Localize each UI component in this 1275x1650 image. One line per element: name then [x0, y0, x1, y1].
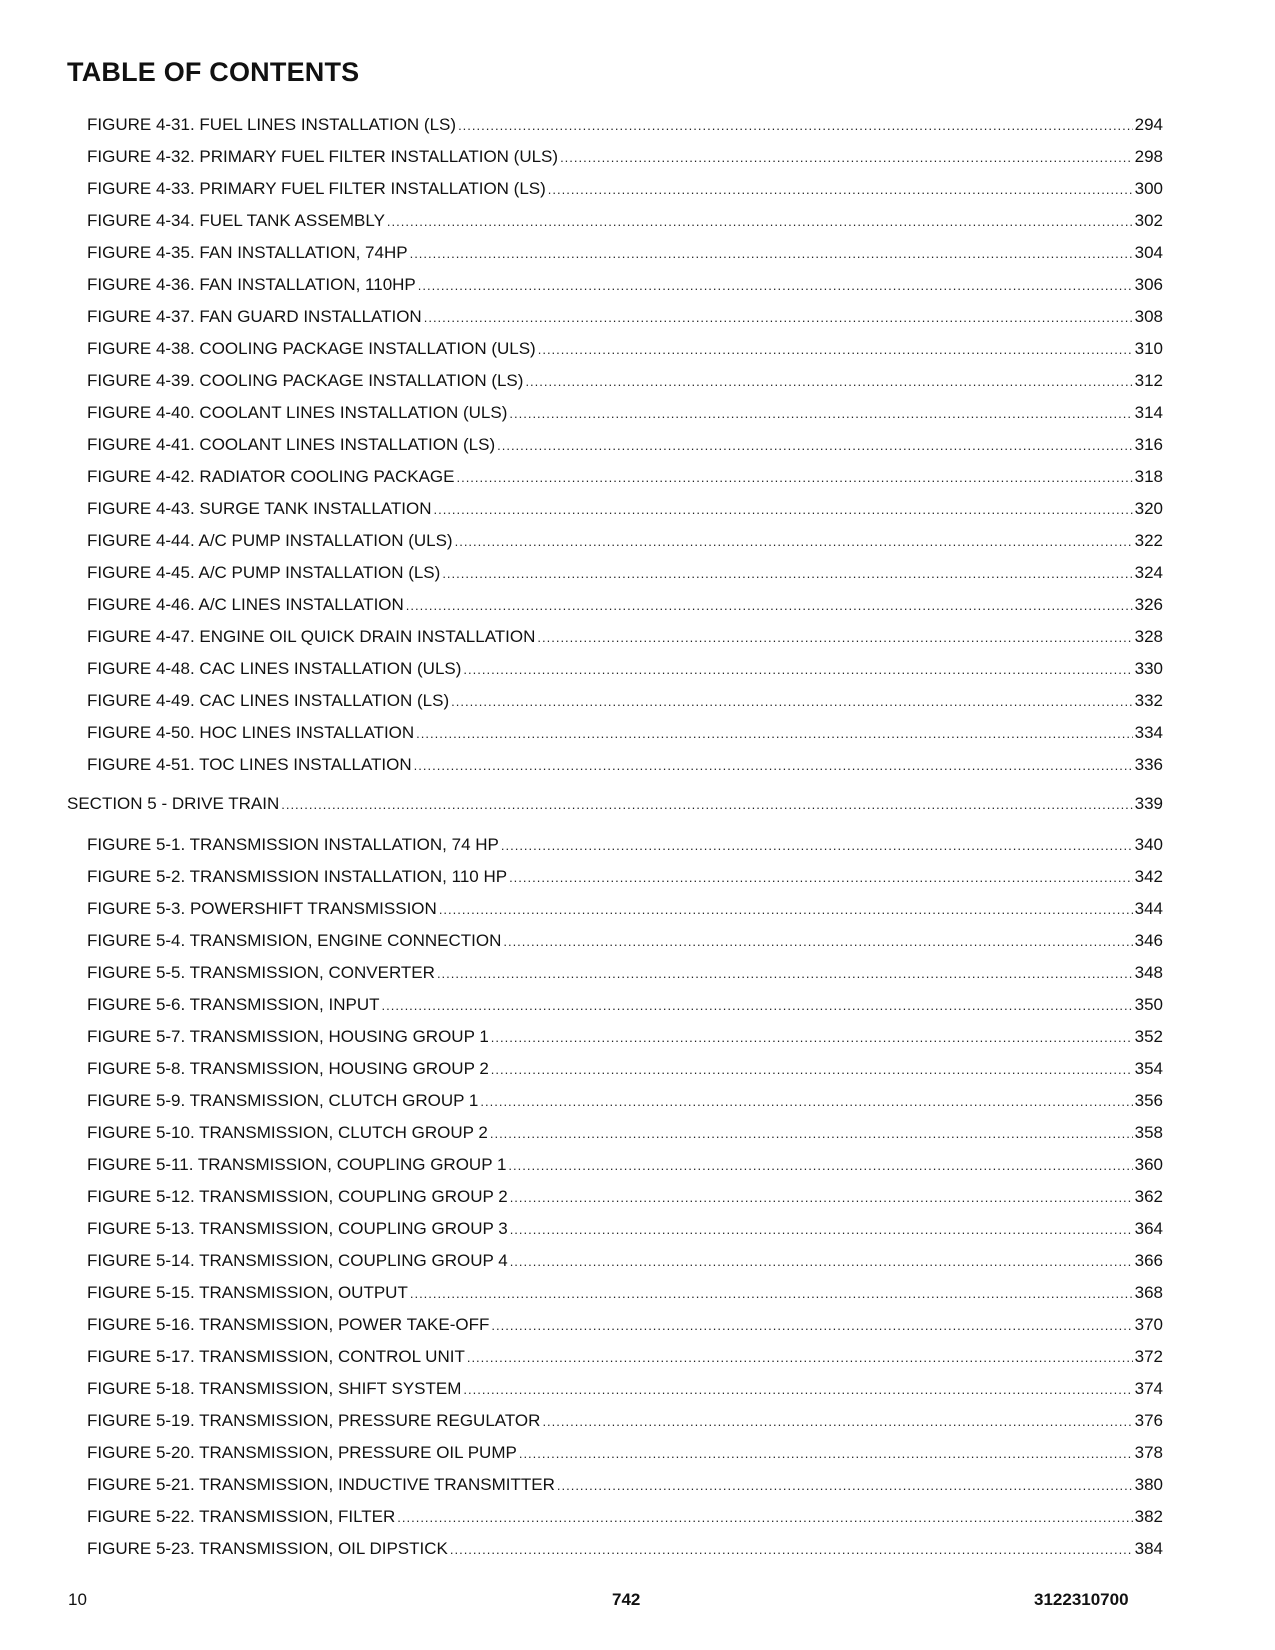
toc-entry-label: FIGURE 4-46. A/C LINES INSTALLATION	[87, 595, 404, 614]
toc-entry-page: 368	[1134, 1283, 1163, 1302]
dot-leader	[538, 334, 1133, 366]
toc-entry-page: 304	[1134, 243, 1163, 262]
toc-figure-entry[interactable]	[0, 653, 1275, 685]
toc-figure-entry[interactable]	[0, 685, 1275, 717]
toc-entry-label: FIGURE 5-12. TRANSMISSION, COUPLING GROUP 2	[87, 1187, 508, 1206]
toc-figure-entry[interactable]	[0, 493, 1275, 525]
dot-leader	[418, 270, 1133, 302]
toc-entry-page: 316	[1134, 435, 1163, 454]
toc-figure-entry[interactable]	[0, 365, 1275, 397]
toc-entry-label: FIGURE 4-45. A/C PUMP INSTALLATION (LS)	[87, 563, 441, 582]
dot-leader	[442, 558, 1132, 590]
toc-entry-page: 308	[1134, 307, 1163, 326]
toc-entry-label: FIGURE 5-9. TRANSMISSION, CLUTCH GROUP 1	[87, 1091, 479, 1110]
dot-leader	[410, 238, 1133, 270]
toc-figure-entry[interactable]	[0, 1085, 1275, 1117]
toc-entry-label: FIGURE 4-37. FAN GUARD INSTALLATION	[87, 307, 422, 326]
footer-document-number: 3122310700	[1034, 1590, 1129, 1609]
toc-entry-page: 339	[1134, 794, 1163, 813]
toc-entry-page: 312	[1134, 371, 1163, 390]
toc-figure-entry[interactable]	[0, 1245, 1275, 1277]
toc-entry-label: FIGURE 4-49. CAC LINES INSTALLATION (LS)	[87, 691, 450, 710]
dot-leader	[387, 206, 1133, 238]
toc-entry-label: FIGURE 5-8. TRANSMISSION, HOUSING GROUP 2	[87, 1059, 489, 1078]
dot-leader	[491, 1054, 1133, 1086]
toc-figure-entry[interactable]	[0, 237, 1275, 269]
toc-entry-label: FIGURE 4-43. SURGE TANK INSTALLATION	[87, 499, 432, 518]
toc-entry-page: 336	[1134, 755, 1163, 774]
toc-entry-page: 310	[1134, 339, 1163, 358]
toc-entry-page: 320	[1134, 499, 1163, 518]
toc-figure-entry[interactable]	[0, 749, 1275, 781]
toc-entry-page: 356	[1134, 1091, 1163, 1110]
toc-figure-entry[interactable]	[0, 1405, 1275, 1437]
toc-entry-label: FIGURE 4-42. RADIATOR COOLING PACKAGE	[87, 467, 455, 486]
dot-leader	[490, 1118, 1133, 1150]
toc-entry-label: FIGURE 4-40. COOLANT LINES INSTALLATION (ULS)	[87, 403, 508, 422]
dot-leader	[510, 1182, 1133, 1214]
toc-entry-page: 326	[1134, 595, 1163, 614]
toc-entry-page: 340	[1134, 835, 1163, 854]
toc-entry-page: 350	[1134, 995, 1163, 1014]
toc-entry-label: FIGURE 4-35. FAN INSTALLATION, 74HP	[87, 243, 408, 262]
dot-leader	[424, 302, 1133, 334]
toc-entry-page: 372	[1134, 1347, 1163, 1366]
toc-entry-page: 302	[1134, 211, 1163, 230]
toc-entry-label: FIGURE 4-34. FUEL TANK ASSEMBLY	[87, 211, 385, 230]
dot-leader	[456, 462, 1132, 494]
toc-entry-page: 334	[1134, 723, 1163, 742]
toc-entry-page: 364	[1134, 1219, 1163, 1238]
toc-entry-page: 360	[1134, 1155, 1163, 1174]
dot-leader	[463, 654, 1132, 686]
dot-leader	[509, 862, 1133, 894]
dot-leader	[463, 1374, 1132, 1406]
dot-leader	[560, 142, 1133, 174]
toc-figure-entry[interactable]	[0, 173, 1275, 205]
toc-figure-entry[interactable]	[0, 301, 1275, 333]
toc-figure-entry[interactable]	[0, 1213, 1275, 1245]
toc-entry-page: 376	[1134, 1411, 1163, 1430]
dot-leader	[480, 1086, 1132, 1118]
toc-entry-label: FIGURE 5-11. TRANSMISSION, COUPLING GROUP 1	[87, 1155, 507, 1174]
toc-figure-entry[interactable]	[0, 957, 1275, 989]
toc-figure-entry[interactable]	[0, 829, 1275, 861]
toc-entry-label: FIGURE 4-32. PRIMARY FUEL FILTER INSTALLATION (ULS)	[87, 147, 559, 166]
toc-figure-entry[interactable]	[0, 109, 1275, 141]
dot-leader	[525, 366, 1132, 398]
toc-figure-entry[interactable]	[0, 1501, 1275, 1533]
toc-entry-label: FIGURE 4-50. HOC LINES INSTALLATION	[87, 723, 415, 742]
toc-entry-page: 344	[1134, 899, 1163, 918]
toc-entry-page: 314	[1134, 403, 1163, 422]
toc-entry-page: 318	[1134, 467, 1163, 486]
toc-entry-label: FIGURE 5-13. TRANSMISSION, COUPLING GROUP 3	[87, 1219, 508, 1238]
dot-leader	[497, 430, 1133, 462]
footer-sheet-number: 742	[612, 1590, 641, 1609]
toc-figure-entry[interactable]	[0, 1053, 1275, 1085]
toc-entry-label: FIGURE 4-47. ENGINE OIL QUICK DRAIN INSTALLATION	[87, 627, 536, 646]
toc-entry-page: 342	[1134, 867, 1163, 886]
toc-entry-page: 306	[1134, 275, 1163, 294]
toc-figure-entry[interactable]	[0, 1277, 1275, 1309]
dot-leader	[410, 1278, 1133, 1310]
toc-figure-entry[interactable]	[0, 589, 1275, 621]
toc-entry-label: SECTION 5 - DRIVE TRAIN	[67, 794, 280, 813]
toc-figure-entry[interactable]	[0, 1533, 1275, 1565]
toc-entry-label: FIGURE 5-20. TRANSMISSION, PRESSURE OIL PUMP	[87, 1443, 517, 1462]
toc-entry-label: FIGURE 5-16. TRANSMISSION, POWER TAKE-OFF	[87, 1315, 490, 1334]
toc-entry-label: FIGURE 5-4. TRANSMISION, ENGINE CONNECTION	[87, 931, 502, 950]
toc-entry-label: FIGURE 5-3. POWERSHIFT TRANSMISSION	[87, 899, 437, 918]
toc-entry-label: FIGURE 4-41. COOLANT LINES INSTALLATION (LS)	[87, 435, 496, 454]
toc-entry-page: 384	[1134, 1539, 1163, 1558]
toc-entry-label: FIGURE 4-51. TOC LINES INSTALLATION	[87, 755, 412, 774]
toc-figure-entry[interactable]	[0, 141, 1275, 173]
toc-entry-page: 380	[1134, 1475, 1163, 1494]
toc-section-entry[interactable]	[0, 788, 1275, 820]
toc-figure-entry[interactable]	[0, 269, 1275, 301]
toc-figure-entry[interactable]	[0, 1469, 1275, 1501]
table-of-contents	[0, 109, 1275, 1565]
dot-leader	[414, 750, 1133, 782]
toc-entry-label: FIGURE 5-6. TRANSMISSION, INPUT	[87, 995, 380, 1014]
dot-leader	[439, 894, 1133, 926]
toc-figure-entry[interactable]	[0, 525, 1275, 557]
toc-entry-label: FIGURE 5-17. TRANSMISSION, CONTROL UNIT	[87, 1347, 465, 1366]
dot-leader	[397, 1502, 1132, 1534]
dot-leader	[508, 1150, 1132, 1182]
toc-entry-page: 362	[1134, 1187, 1163, 1206]
toc-entry-page: 346	[1134, 931, 1163, 950]
toc-entry-label: FIGURE 5-10. TRANSMISSION, CLUTCH GROUP 2	[87, 1123, 488, 1142]
page-title: TABLE OF CONTENTS	[67, 57, 360, 87]
footer-page-number: 10	[68, 1590, 87, 1609]
toc-figure-entry[interactable]	[0, 621, 1275, 653]
toc-entry-label: FIGURE 4-31. FUEL LINES INSTALLATION (LS)	[87, 115, 457, 134]
dot-leader	[281, 789, 1132, 821]
toc-figure-entry[interactable]	[0, 989, 1275, 1021]
dot-leader	[491, 1310, 1132, 1342]
dot-leader	[467, 1342, 1133, 1374]
toc-figure-entry[interactable]	[0, 205, 1275, 237]
toc-entry-page: 370	[1134, 1315, 1163, 1334]
toc-entry-label: FIGURE 5-14. TRANSMISSION, COUPLING GROUP 4	[87, 1251, 508, 1270]
dot-leader	[548, 174, 1133, 206]
dot-leader	[510, 1214, 1133, 1246]
toc-entry-label: FIGURE 4-33. PRIMARY FUEL FILTER INSTALLATION (LS)	[87, 179, 546, 198]
toc-entry-page: 382	[1134, 1507, 1163, 1526]
dot-leader	[537, 622, 1132, 654]
toc-entry-page: 298	[1134, 147, 1163, 166]
toc-entry-page: 352	[1134, 1027, 1163, 1046]
toc-entry-page: 348	[1134, 963, 1163, 982]
toc-entry-label: FIGURE 4-36. FAN INSTALLATION, 110HP	[87, 275, 416, 294]
toc-entry-page: 322	[1134, 531, 1163, 550]
toc-entry-page: 354	[1134, 1059, 1163, 1078]
toc-figure-entry[interactable]	[0, 861, 1275, 893]
toc-entry-page: 366	[1134, 1251, 1163, 1270]
toc-entry-label: FIGURE 5-21. TRANSMISSION, INDUCTIVE TRANSMITTER	[87, 1475, 555, 1494]
toc-entry-label: FIGURE 4-39. COOLING PACKAGE INSTALLATION (LS)	[87, 371, 524, 390]
dot-leader	[406, 590, 1133, 622]
dot-leader	[491, 1022, 1133, 1054]
toc-figure-entry[interactable]	[0, 1181, 1275, 1213]
dot-leader	[509, 398, 1132, 430]
toc-entry-page: 374	[1134, 1379, 1163, 1398]
toc-figure-entry[interactable]	[0, 557, 1275, 589]
toc-entry-label: FIGURE 4-48. CAC LINES INSTALLATION (ULS)	[87, 659, 462, 678]
dot-leader	[501, 830, 1133, 862]
toc-entry-label: FIGURE 5-19. TRANSMISSION, PRESSURE REGULATOR	[87, 1411, 541, 1430]
toc-entry-page: 330	[1134, 659, 1163, 678]
dot-leader	[382, 990, 1133, 1022]
dot-leader	[503, 926, 1132, 958]
toc-figure-entry[interactable]	[0, 925, 1275, 957]
toc-figure-entry[interactable]	[0, 1021, 1275, 1053]
dot-leader	[416, 718, 1132, 750]
toc-entry-page: 328	[1134, 627, 1163, 646]
toc-entry-label: FIGURE 4-44. A/C PUMP INSTALLATION (ULS)	[87, 531, 453, 550]
toc-entry-page: 300	[1134, 179, 1163, 198]
toc-figure-entry[interactable]	[0, 717, 1275, 749]
toc-entry-page: 378	[1134, 1443, 1163, 1462]
toc-entry-label: FIGURE 5-23. TRANSMISSION, OIL DIPSTICK	[87, 1539, 448, 1558]
toc-figure-entry[interactable]	[0, 1149, 1275, 1181]
dot-leader	[433, 494, 1132, 526]
toc-entry-label: FIGURE 5-5. TRANSMISSION, CONVERTER	[87, 963, 435, 982]
toc-figure-entry[interactable]	[0, 893, 1275, 925]
toc-figure-entry[interactable]	[0, 429, 1275, 461]
dot-leader	[458, 110, 1133, 142]
dot-leader	[455, 526, 1133, 558]
dot-leader	[557, 1470, 1133, 1502]
dot-leader	[519, 1438, 1133, 1470]
toc-entry-label: FIGURE 5-15. TRANSMISSION, OUTPUT	[87, 1283, 408, 1302]
dot-leader	[542, 1406, 1132, 1438]
toc-figure-entry[interactable]	[0, 1341, 1275, 1373]
toc-entry-label: FIGURE 5-22. TRANSMISSION, FILTER	[87, 1507, 396, 1526]
dot-leader	[437, 958, 1133, 990]
dot-leader	[450, 1534, 1133, 1566]
toc-figure-entry[interactable]	[0, 461, 1275, 493]
dot-leader	[451, 686, 1133, 718]
toc-figure-entry[interactable]	[0, 1437, 1275, 1469]
toc-entry-label: FIGURE 5-2. TRANSMISSION INSTALLATION, 110 HP	[87, 867, 508, 886]
toc-figure-entry[interactable]	[0, 1373, 1275, 1405]
toc-entry-label: FIGURE 5-18. TRANSMISSION, SHIFT SYSTEM	[87, 1379, 462, 1398]
dot-leader	[510, 1246, 1133, 1278]
toc-entry-page: 332	[1134, 691, 1163, 710]
toc-entry-page: 324	[1134, 563, 1163, 582]
toc-figure-entry[interactable]	[0, 1309, 1275, 1341]
toc-entry-label: FIGURE 5-7. TRANSMISSION, HOUSING GROUP 1	[87, 1027, 489, 1046]
toc-figure-entry[interactable]	[0, 333, 1275, 365]
toc-figure-entry[interactable]	[0, 1117, 1275, 1149]
toc-entry-label: FIGURE 5-1. TRANSMISSION INSTALLATION, 74 HP	[87, 835, 499, 854]
toc-figure-entry[interactable]	[0, 397, 1275, 429]
toc-entry-page: 358	[1134, 1123, 1163, 1142]
toc-entry-label: FIGURE 4-38. COOLING PACKAGE INSTALLATION (ULS)	[87, 339, 536, 358]
toc-entry-page: 294	[1134, 115, 1163, 134]
